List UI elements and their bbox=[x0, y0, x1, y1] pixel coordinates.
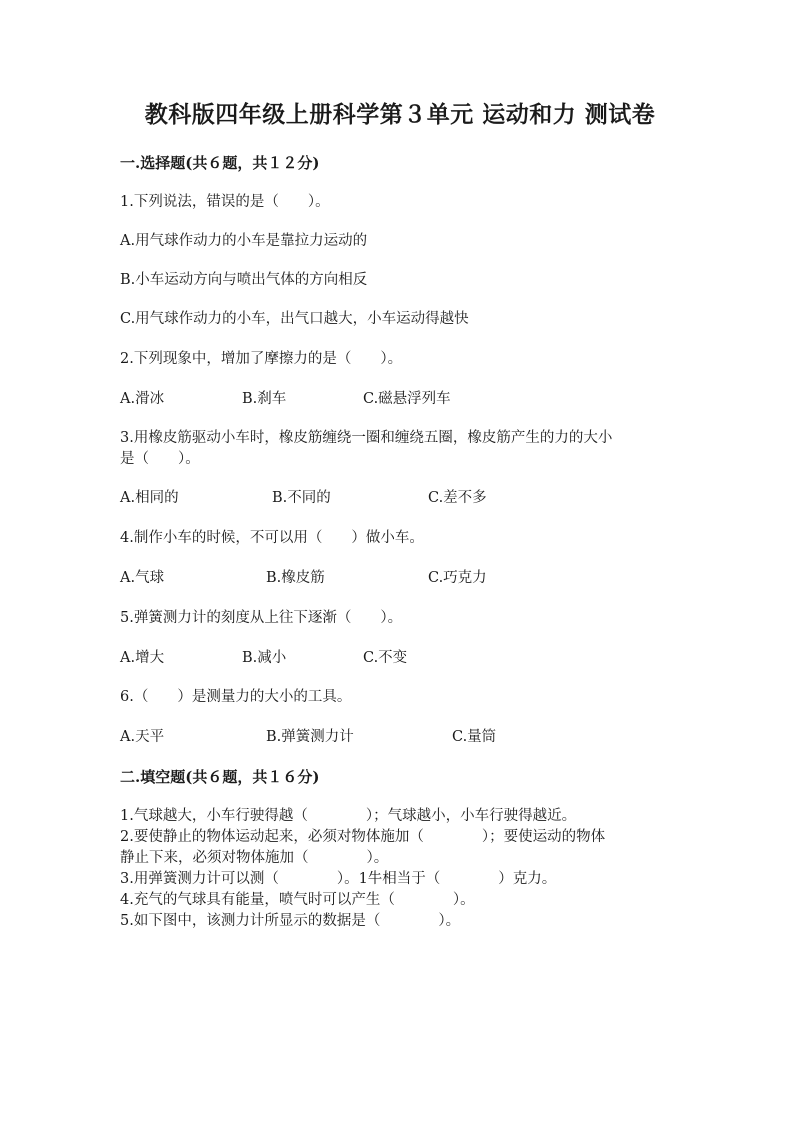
question-6-option-a: A.天平 bbox=[120, 729, 165, 745]
question-5-option-b: B.减小 bbox=[242, 650, 287, 666]
question-2-stem: 2.下列现象中，增加了摩擦力的是（ ）。 bbox=[120, 351, 403, 367]
question-2-option-c: C.磁悬浮列车 bbox=[363, 391, 451, 407]
fill-blank-line-5: 4.充气的气球具有能量，喷气时可以产生（ ）。 bbox=[120, 892, 475, 908]
fill-blank-line-3: 静止下来，必须对物体施加（ ）。 bbox=[120, 850, 389, 866]
page-title: 教科版四年级上册科学第３单元 运动和力 测试卷 bbox=[144, 101, 656, 128]
fill-blank-line-2: 2.要使静止的物体运动起来，必须对物体施加（ ）；要使运动的物体 bbox=[120, 829, 606, 845]
question-2-option-a: A.滑冰 bbox=[120, 391, 165, 407]
question-1-option-c: C.用气球作动力的小车，出气口越大，小车运动得越快 bbox=[120, 311, 469, 327]
question-3-option-b: B.不同的 bbox=[272, 490, 331, 506]
question-6-option-c: C.量筒 bbox=[452, 729, 497, 745]
section-heading-choice: 一.选择题(共６题，共１２分) bbox=[120, 154, 320, 172]
question-4-option-a: A.气球 bbox=[120, 570, 165, 586]
question-6-option-b: B.弹簧测力计 bbox=[266, 729, 354, 745]
question-1-option-b: B.小车运动方向与喷出气体的方向相反 bbox=[120, 272, 368, 288]
question-4-stem: 4.制作小车的时候，不可以用（ ）做小车。 bbox=[120, 530, 424, 546]
fill-blank-line-1: 1.气球越大，小车行驶得越（ ）；气球越小，小车行驶得越近。 bbox=[120, 808, 577, 824]
question-6-stem: 6.（ ）是测量力的大小的工具。 bbox=[120, 689, 352, 705]
section-heading-fill-blank: 二.填空题(共６题，共１６分) bbox=[120, 768, 320, 786]
question-1-option-a: A.用气球作动力的小车是靠拉力运动的 bbox=[120, 233, 368, 249]
question-3-stem-line2: 是（ ）。 bbox=[120, 451, 200, 467]
question-1-stem: 1.下列说法，错误的是（ ）。 bbox=[120, 194, 330, 210]
question-3-stem-line1: 3.用橡皮筋驱动小车时，橡皮筋缠绕一圈和缠绕五圈，橡皮筋产生的力的大小 bbox=[120, 430, 613, 446]
question-2-option-b: B.刹车 bbox=[242, 391, 287, 407]
fill-blank-line-6: 5.如下图中，该测力计所显示的数据是（ ）。 bbox=[120, 913, 461, 929]
question-3-option-a: A.相同的 bbox=[120, 490, 179, 506]
question-5-option-a: A.增大 bbox=[120, 650, 165, 666]
fill-blank-line-4: 3.用弹簧测力计可以测（ ）。1牛相当于（ ）克力。 bbox=[120, 871, 557, 887]
question-3-option-c: C.差不多 bbox=[428, 490, 487, 506]
question-5-option-c: C.不变 bbox=[363, 650, 408, 666]
question-4-option-c: C.巧克力 bbox=[428, 570, 487, 586]
question-5-stem: 5.弹簧测力计的刻度从上往下逐渐（ ）。 bbox=[120, 610, 403, 626]
question-4-option-b: B.橡皮筋 bbox=[266, 570, 325, 586]
